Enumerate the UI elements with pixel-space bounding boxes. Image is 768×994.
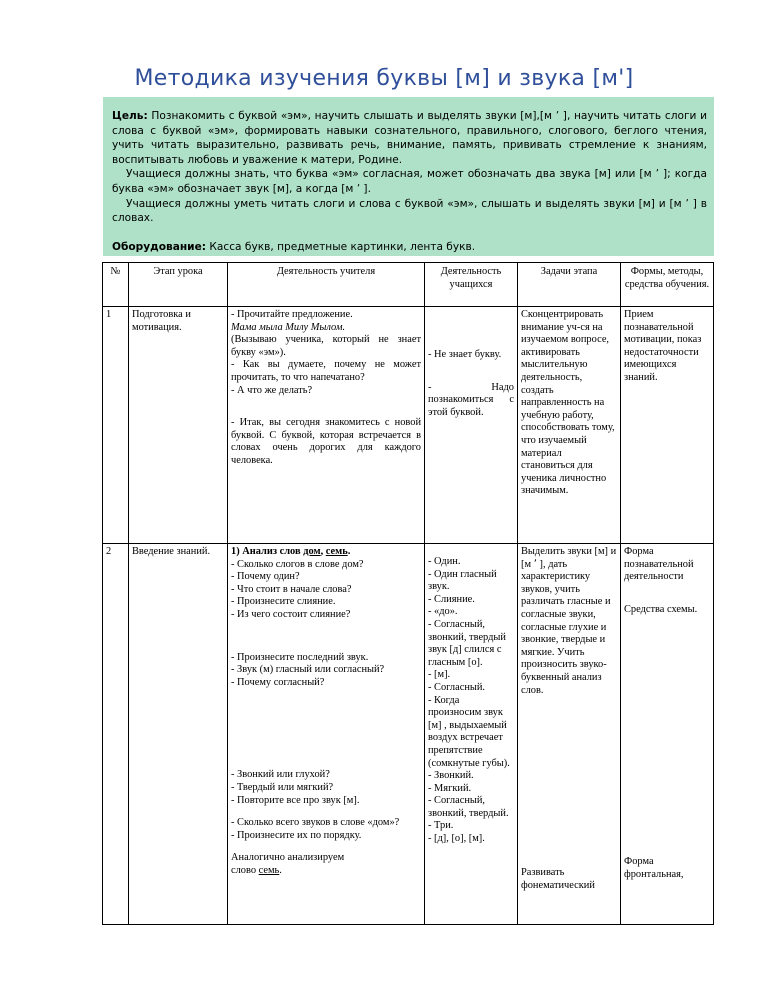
header-students: Деятельность учащихся	[425, 263, 518, 307]
teacher-line: - Почему один?	[231, 571, 300, 583]
page-title: Методика изучения буквы [м] и звука [м']	[134, 66, 634, 91]
teacher-line: - Из чего состоит слияние?	[231, 608, 351, 620]
tasks-cell	[518, 544, 621, 925]
teacher-line: - Почему согласный?	[231, 676, 325, 688]
students-line: - [д], [о], [м].	[428, 833, 485, 845]
teacher-line: - Сколько всего звуков в слове «дом»?	[231, 817, 400, 829]
teacher-cell	[228, 544, 425, 925]
header-tasks: Задачи этапа	[518, 263, 621, 307]
goal-label: Цель:	[112, 110, 148, 122]
equipment-label: Оборудование:	[112, 240, 207, 253]
tasks-text: Выделить звуки [м] и [м ٬ ], дать характеристику звуков, учить различать гласные и согласные звуки, согласные глухие и звонкие, твердые и мягкие. Учить произносить звуко-буквенный анализ слов.	[521, 546, 617, 696]
teacher-line: - Звонкий или глухой?	[231, 769, 330, 781]
students-line: - Согласный, звонкий, твердый.	[428, 795, 509, 819]
teacher-line: - Произнесите последний звук.	[231, 651, 369, 663]
teacher-line: - Как вы думаете, почему не может прочитать, то что напечатано?	[231, 359, 421, 383]
forms-text: Средства схемы.	[624, 603, 698, 615]
goal-paragraph	[112, 109, 707, 167]
analysis-heading: 1) Анализ слов дом, семь.	[231, 546, 351, 557]
lesson-table	[102, 262, 714, 925]
teacher-line: - А что же делать?	[231, 384, 313, 396]
teacher-line: (Вызываю ученика, который не знает букву «эм»).	[231, 334, 421, 358]
stage-cell: Подготовка и мотивация.	[129, 307, 228, 544]
tasks-cell: Сконцентрировать внимание уч-ся на изучаемом вопросе, активировать мыслительную деятельность, создать направленность на учебную работу, способствовать тому, что изучаемый материал становиться для ученика личностно значимым.	[518, 307, 621, 544]
students-line: - Один гласный звук.	[428, 568, 497, 593]
students-line: - Слияние.	[428, 593, 475, 605]
teacher-line: - Прочитайте предложение.	[231, 309, 353, 320]
students-line: - Согласный.	[428, 681, 486, 693]
students-cell	[425, 544, 518, 925]
students-line: - Когда произносим звук [м] , выдыхаемый воздух встречает препятствие (сомкнутые губы).	[428, 694, 510, 769]
students-line: - Мягкий.	[428, 782, 472, 794]
teacher-line: - Что стоит в начале слова?	[231, 583, 352, 595]
students-line: - «до».	[428, 606, 458, 618]
stage-cell: Введение знаний.	[129, 544, 228, 925]
teacher-line: - Звук (м) гласный или согласный?	[231, 664, 385, 676]
can-paragraph: Учащиеся должны уметь читать слоги и слова с буквой «эм», слышать и выделять звуки [м] и [м ٬ ] в словах.	[112, 197, 707, 225]
table-row	[103, 307, 714, 544]
teacher-line: - Произнесите слияние.	[231, 596, 336, 608]
goal-block	[103, 97, 714, 256]
row-number: 2	[103, 544, 129, 925]
teacher-line: - Произнесите их по порядку.	[231, 829, 362, 841]
students-line: - Звонкий.	[428, 770, 474, 782]
students-line: - [м].	[428, 669, 451, 681]
equipment-paragraph	[112, 240, 707, 255]
teacher-line: слово семь.	[231, 864, 282, 876]
equipment-text: Касса букв, предметные картинки, лента букв.	[206, 240, 476, 253]
students-cell	[425, 307, 518, 544]
teacher-cell	[228, 307, 425, 544]
students-line: - Согласный, звонкий, твердый звук [д] слился с гласным [о].	[428, 618, 506, 668]
forms-text: Форма фронтальная,	[624, 856, 684, 880]
teacher-line: Аналогично анализируем	[231, 852, 345, 864]
table-row	[103, 544, 714, 925]
students-line: - Три.	[428, 820, 454, 832]
tasks-text: Развивать фонематический	[521, 867, 595, 891]
forms-cell: Прием познавательной мотивации, показ недостаточности имеющихся знаний.	[621, 307, 714, 544]
teacher-line: - Итак, вы сегодня знакомитесь с новой буквой. С буквой, которая встречается в словах очень дорогих для каждого человека.	[231, 417, 421, 466]
forms-text: Форма познавательной деятельности	[624, 546, 694, 583]
header-stage: Этап урока	[129, 263, 228, 307]
goal-text: Познакомить с буквой «эм», научить слышать и выделять звуки [м],[м ٬ ], научить читать слоги и слова с буквой «эм», формировать навыки сознательного, правильного, слогового, беглого чтения, учить читать выразительно, развивать речь, внимание, память, прививать стремление к знаниям, воспитывать любовь и уважение к матери, Родине.	[112, 110, 707, 166]
row-number: 1	[103, 307, 129, 544]
students-line: - Один.	[428, 556, 461, 567]
header-teacher: Деятельность учителя	[228, 263, 425, 307]
teacher-line: - Твердый или мягкий?	[231, 781, 334, 793]
know-paragraph: Учащиеся должны знать, что буква «эм» согласная, может обозначать два звука [м] или [м ٬ ]; когда буква «эм» обозначает звук [м], а когда [м ٬ ].	[112, 168, 707, 195]
forms-cell	[621, 544, 714, 925]
header-num: №	[103, 263, 129, 307]
teacher-line: Мама мыла Милу Мылом.	[231, 321, 346, 333]
students-line: - Надо познакомиться с этой буквой.	[428, 381, 514, 418]
teacher-line: - Сколько слогов в слове дом?	[231, 558, 364, 570]
header-forms: Формы, методы, средства обучения.	[621, 263, 714, 307]
teacher-line: - Повторите все про звук [м].	[231, 794, 360, 806]
table-header-row	[103, 263, 714, 307]
students-line: - Не знает букву.	[428, 349, 502, 360]
